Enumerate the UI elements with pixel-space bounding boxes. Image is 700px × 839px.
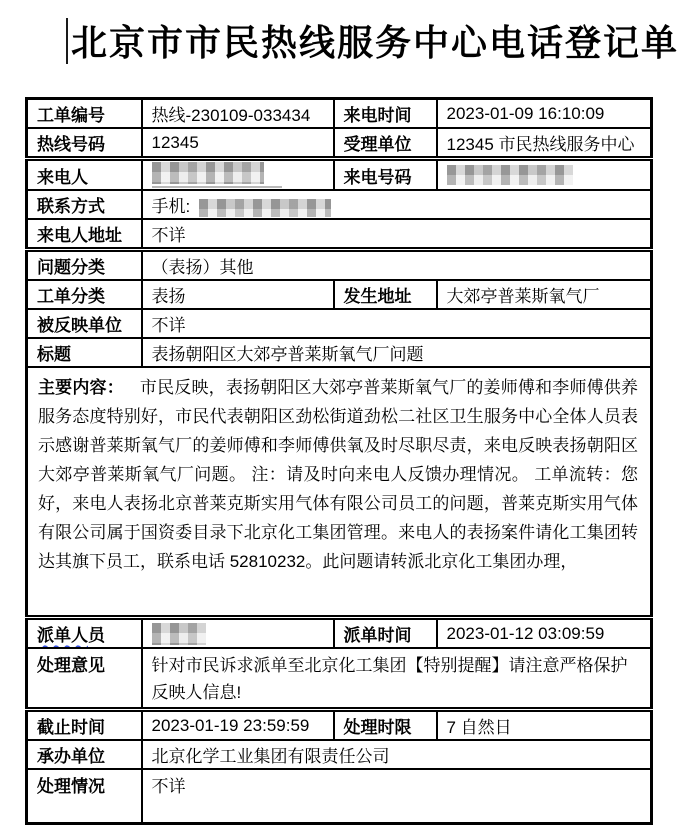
text-cursor (66, 18, 68, 64)
page-title (66, 18, 679, 67)
order-category-value: 表扬 (142, 280, 334, 309)
row-caller (27, 159, 652, 191)
handling-status-value: 不详 (142, 769, 652, 824)
reported-unit-label: 被反映单位 (27, 309, 142, 338)
row-title-field (27, 338, 652, 367)
order-no-value: 热线-230109-033434 (142, 99, 334, 129)
call-time-value: 2023-01-09 16:10:09 (437, 99, 652, 129)
redaction-mosaic (152, 162, 264, 184)
accept-unit-label: 受理单位 (334, 128, 437, 159)
redaction-mosaic (152, 623, 206, 645)
deadline-label: 截止时间 (27, 710, 142, 741)
order-no-label: 工单编号 (27, 99, 142, 129)
row-order-no (27, 99, 652, 129)
row-contact (27, 190, 652, 219)
title-field-value: 表扬朝阳区大郊亭普莱斯氧气厂问题 (142, 338, 652, 367)
page-title-text: 北京市市民热线服务中心电话登记单 (71, 22, 680, 63)
deadline-value: 2023-01-19 23:59:59 (142, 710, 334, 741)
redaction-wrap (152, 162, 282, 188)
handling-opinion-value: 针对市民诉求派单至北京化工集团【特别提醒】请注意严格保护反映人信息! (142, 648, 652, 710)
contact-value (142, 190, 652, 219)
row-order-category (27, 280, 652, 309)
row-hotline (27, 128, 652, 159)
row-handling-opinion (27, 648, 652, 710)
order-category-label: 工单分类 (27, 280, 142, 309)
row-problem-category (27, 250, 652, 281)
caller-number-value-redacted (437, 159, 652, 191)
dispatcher-label-rest: 员 (88, 626, 105, 645)
dispatcher-label-wavy: 派单人 (37, 626, 88, 645)
caller-address-value: 不详 (142, 219, 652, 250)
hotline-label: 热线号码 (27, 128, 142, 159)
handling-status-label: 处理情况 (27, 769, 142, 824)
handling-limit-value: 7 自然日 (437, 710, 652, 741)
registration-form-table (25, 97, 653, 825)
caller-value-redacted (142, 159, 334, 191)
row-dispatcher (27, 618, 652, 649)
dispatch-time-label: 派单时间 (334, 618, 437, 649)
redaction-mosaic (447, 165, 573, 185)
undertake-unit-label: 承办单位 (27, 740, 142, 769)
problem-category-label: 问题分类 (27, 250, 142, 281)
reported-unit-value: 不详 (142, 309, 652, 338)
row-deadline (27, 710, 652, 741)
redaction-mosaic (199, 199, 331, 217)
contact-prefix: 手机: (151, 197, 191, 216)
caller-address-label: 来电人地址 (27, 219, 142, 250)
title-field-label: 标题 (27, 338, 142, 367)
handling-opinion-label: 处理意见 (27, 648, 142, 710)
handling-limit-label: 处理时限 (334, 710, 437, 741)
accept-unit-value: 12345 市民热线服务中心 (437, 128, 652, 159)
main-content-label: 主要内容： (38, 378, 124, 397)
row-caller-address (27, 219, 652, 250)
caller-label: 来电人 (27, 159, 142, 191)
main-content-text: 市民反映，表扬朝阳区大郊亭普莱斯氧气厂的姜师傅和李师傅供养服务态度特别好，市民代表朝阳区劲松街道劲松二社区卫生服务中心全体人员表示感谢普莱斯氧气厂的姜师傅和李师傅供氧及时尽职尽责，来电反映表扬朝阳区大郊亭普莱斯氧气厂问题。 注：请及时向来电人反馈办理情况。 工单流转：您好，来电人表扬北京普莱克斯实用气体有限公司员工的问题，普莱克斯实用气体有限公司属于国资委目录下北京化工集团管理。来电人的表扬案件请化工集团转达其旗下员工，联系电话 52810232。此问题请转派北京化工集团办理， (38, 378, 639, 571)
problem-category-value: （表扬）其他 (142, 250, 652, 281)
dispatcher-value-redacted (142, 618, 334, 649)
incident-address-label: 发生地址 (334, 280, 437, 309)
main-content-cell (27, 367, 652, 618)
caller-number-label: 来电号码 (334, 159, 437, 191)
hotline-value: 12345 (142, 128, 334, 159)
undertake-unit-value: 北京化学工业集团有限责任公司 (142, 740, 652, 769)
dispatch-time-value: 2023-01-12 03:09:59 (437, 618, 652, 649)
row-undertake-unit (27, 740, 652, 769)
incident-address-value: 大郊亭普莱斯氧气厂 (437, 280, 652, 309)
dispatcher-label (27, 618, 142, 649)
redaction-underline (152, 186, 282, 188)
contact-label: 联系方式 (27, 190, 142, 219)
row-reported-unit (27, 309, 652, 338)
row-main-content (27, 367, 652, 618)
call-time-label: 来电时间 (334, 99, 437, 129)
row-handling-status (27, 769, 652, 824)
